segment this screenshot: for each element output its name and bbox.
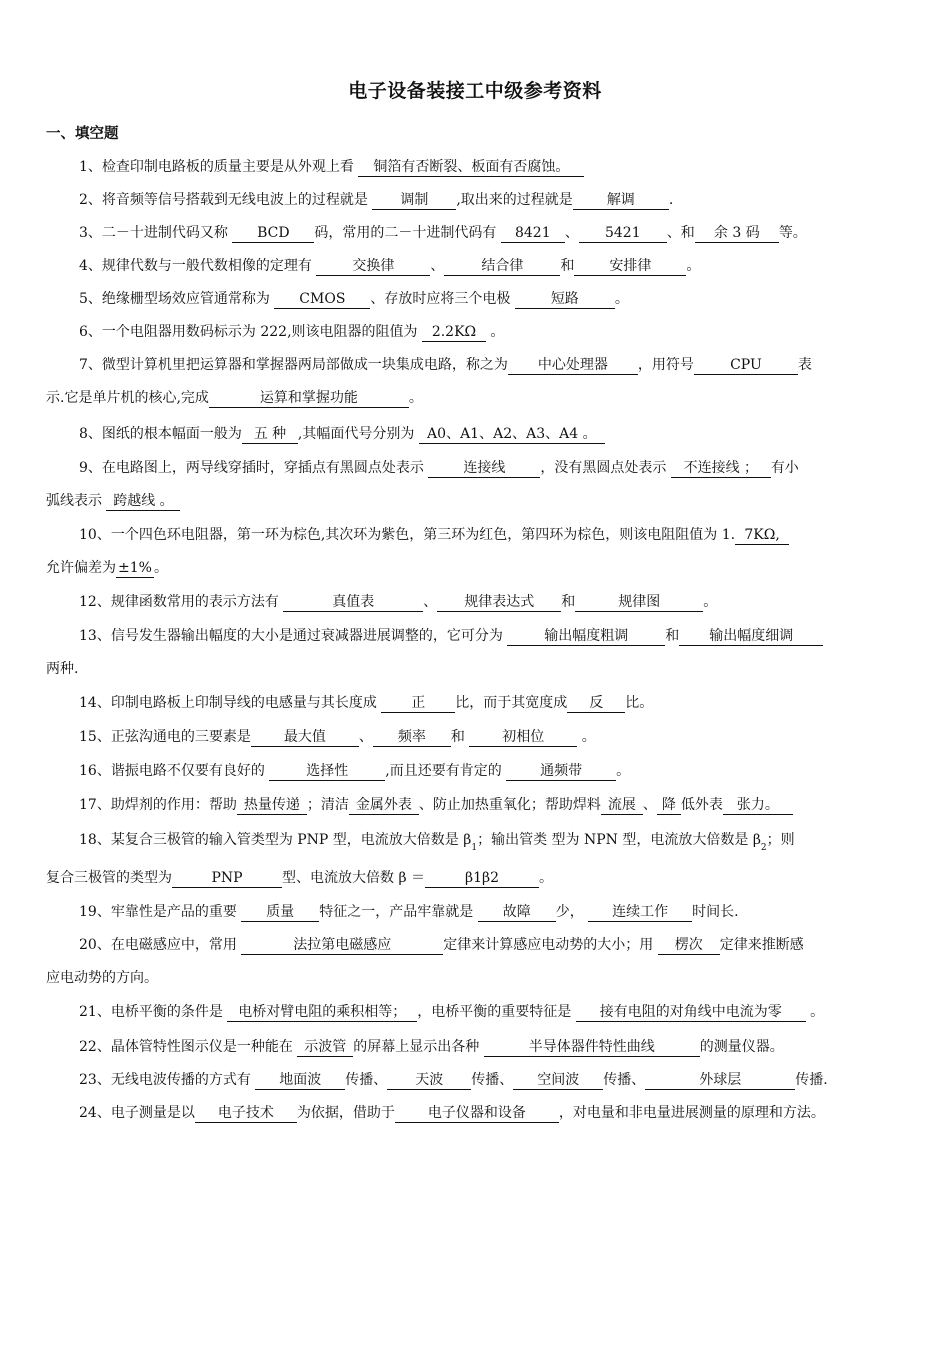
answer-blank: 法拉第电磁感应 [241, 937, 443, 955]
question-18: 18、某复合三极管的输入管类型为 PNP 型，电流放大倍数是 $\beta_1$；输出管类 型为 NPN 型，电流放大倍数是 $\beta_2$；则 [79, 832, 795, 853]
question-2: 2、将音频等信号搭载到无线电波上的过程就是 调制 ,取出来的过程就是 解调 . [79, 192, 674, 208]
answer-blank: 电桥对臂电阻的乘积相等； [227, 1004, 417, 1022]
answer-blank: 流展 [601, 797, 643, 815]
answer-blank: ±1% [116, 560, 154, 578]
answer-blank: 连续工作 [588, 904, 692, 922]
question-13-cont: 两种. [46, 661, 79, 677]
answer-blank: 金属外表 [349, 797, 419, 815]
question-1: 1、检查印制电路板的质量主要是从外观上看 铜箔有否断裂、板面有否腐蚀。 [79, 157, 584, 177]
question-13: 13、信号发生器输出幅度的大小是通过衰减器进展调整的，它可分为 输出幅度粗调 和 输出幅度细调 [79, 626, 823, 646]
answer-blank: 铜箔有否断裂、板面有否腐蚀。 [358, 159, 584, 177]
answer-blank: 短路 [515, 291, 615, 309]
question-24: 24、电子测量是以 电子技术 为依据，借助于 电子仪器和设备 ，对电量和非电量进展测量的原理和方法。 [79, 1105, 825, 1121]
question-10: 10、一个四色环电阻器，第一环为棕色,其次环为紫色，第三环为红色，第四环为棕色，则该电阻阻值为 1. 7KΩ, [79, 525, 789, 545]
answer-blank: 电子技术 [195, 1105, 297, 1123]
answer-blank: 调制 [372, 192, 456, 210]
answer-blank: CMOS [274, 291, 370, 309]
section-heading: 一、填空题 [46, 126, 119, 142]
question-22: 22、晶体管特性图示仪是一种能在 示波管 的屏幕上显示出各种 半导体器件特性曲线 的测量仪器。 [79, 1039, 784, 1055]
question-6: 6、一个电阻器用数码标示为 222,则该电阻器的阻值为 2.2KΩ 。 [79, 324, 505, 340]
answer-blank: 真值表 [283, 594, 423, 612]
answer-blank: 2.2KΩ [422, 324, 486, 342]
answer-blank: 跨越线 。 [106, 493, 180, 511]
question-17: 17、助焊剂的作用：帮助 热量传递 ；清洁 金属外表 、防止加热重氧化；帮助焊料 流展 、 降 低外表 张力。 [79, 795, 793, 815]
answer-blank: 规律表达式 [437, 594, 561, 612]
answer-blank: BCD [232, 225, 314, 243]
answer-blank: 反 [567, 695, 625, 713]
answer-blank: 7KΩ, [735, 527, 789, 545]
answer-blank: CPU [694, 357, 798, 375]
answer-blank: 余 3 码 [695, 225, 779, 243]
question-12: 12、规律函数常用的表示方法有 真值表 、 规律表达式 和 规律图 。 [79, 594, 718, 610]
question-4: 4、规律代数与一般代数相像的定理有 交换律 、 结合律 和 安排律 。 [79, 258, 701, 274]
question-10-cont: 允许偏差为 ±1% 。 [46, 560, 168, 576]
answer-blank: 最大值 [251, 729, 359, 747]
answer-blank: 空间波 [513, 1072, 603, 1090]
answer-blank: 规律图 [575, 594, 703, 612]
answer-blank: 8421 [501, 225, 565, 243]
answer-blank: 地面波 [255, 1072, 345, 1090]
answer-blank: 安排律 [574, 258, 686, 276]
question-18-cont: 复合三极管的类型为 PNP 型、电流放大倍数 β ＝ β1β2 。 [46, 870, 553, 886]
answer-blank: 降 [657, 797, 681, 815]
answer-blank: 正 [381, 695, 455, 713]
answer-blank: 张力。 [723, 797, 793, 815]
answer-blank: 五 种 [242, 426, 298, 444]
answer-blank: 楞次 [658, 937, 720, 955]
answer-blank: A0、A1、A2、A3、A4 。 [419, 426, 605, 444]
question-7: 7、微型计算机里把运算器和掌握器两局部做成一块集成电路，称之为 中心处理器 ，用符号 CPU 表 [79, 357, 812, 373]
answer-blank: 不连接线 ； [671, 460, 771, 478]
answer-blank: 运算和掌握功能 [209, 390, 409, 408]
answer-blank: 选择性 [269, 763, 385, 781]
question-20-cont: 应电动势的方向。 [46, 970, 158, 986]
question-5: 5、绝缘栅型场效应管通常称为 CMOS 、存放时应将三个电极 短路 。 [79, 291, 629, 307]
answer-blank: 质量 [241, 904, 319, 922]
answer-blank: 初相位 [469, 729, 577, 747]
answer-blank: 接有电阻的对角线中电流为零 [576, 1004, 806, 1022]
question-7-cont: 示.它是单片机的核心,完成 运算和掌握功能 。 [46, 390, 423, 406]
question-3: 3、二－十进制代码又称 BCD 码，常用的二－十进制代码有 8421 、 5421 、和 余 3 码 等。 [79, 225, 807, 241]
answer-blank: 输出幅度粗调 [507, 628, 665, 646]
answer-blank: 5421 [579, 225, 667, 243]
answer-blank: 热量传递 [237, 797, 307, 815]
answer-blank: PNP [172, 870, 282, 888]
question-8: 8、图纸的根本幅面一般为 五 种 ,其幅面代号分别为 A0、A1、A2、A3、A4 。 [79, 424, 605, 444]
answer-blank: 示波管 [297, 1039, 353, 1057]
answer-blank: 通频带 [506, 763, 616, 781]
answer-blank: 外球层 [645, 1072, 795, 1090]
question-16: 16、谐振电路不仅要有良好的 选择性 ,而且还要有肯定的 通频带 。 [79, 763, 631, 779]
document-title: 电子设备装接工中级参考资料 [348, 80, 602, 102]
answer-blank: β1β2 [425, 870, 539, 888]
answer-blank: 频率 [373, 729, 451, 747]
question-14: 14、印制电路板上印制导线的电感量与其长度成 正 比，而于其宽度成 反 比。 [79, 695, 654, 711]
answer-blank: 中心处理器 [508, 357, 638, 375]
answer-blank: 交换律 [316, 258, 430, 276]
answer-blank: 结合律 [444, 258, 560, 276]
question-15: 15、正弦沟通电的三要素是 最大值 、 频率 和 初相位 。 [79, 729, 596, 745]
answer-blank: 电子仪器和设备 [395, 1105, 559, 1123]
question-9-cont: 弧线表示 跨越线 。 [46, 491, 180, 511]
question-20: 20、在电磁感应中，常用 法拉第电磁感应 定律来计算感应电动势的大小；用 楞次 定律来推断感 [79, 937, 804, 953]
answer-blank: 故障 [478, 904, 556, 922]
question-9: 9、在电路图上，两导线穿插时，穿插点有黑圆点处表示 连接线 ，没有黑圆点处表示 不连接线 ； 有小 [79, 460, 799, 476]
answer-blank: 半导体器件特性曲线 [484, 1039, 700, 1057]
question-19: 19、牢靠性是产品的重要 质量 特征之一，产品牢靠就是 故障 少， 连续工作 时间长. [79, 904, 739, 920]
answer-blank: 输出幅度细调 [679, 628, 823, 646]
answer-blank: 解调 [573, 192, 669, 210]
answer-blank: 连接线 [428, 460, 540, 478]
question-21: 21、电桥平衡的条件是 电桥对臂电阻的乘积相等； ，电桥平衡的重要特征是 接有电阻的对角线中电流为零 。 [79, 1004, 825, 1020]
question-23: 23、无线电波传播的方式有 地面波 传播、 天波 传播、 空间波 传播、 外球层 传播. [79, 1072, 828, 1088]
answer-blank: 天波 [387, 1072, 471, 1090]
